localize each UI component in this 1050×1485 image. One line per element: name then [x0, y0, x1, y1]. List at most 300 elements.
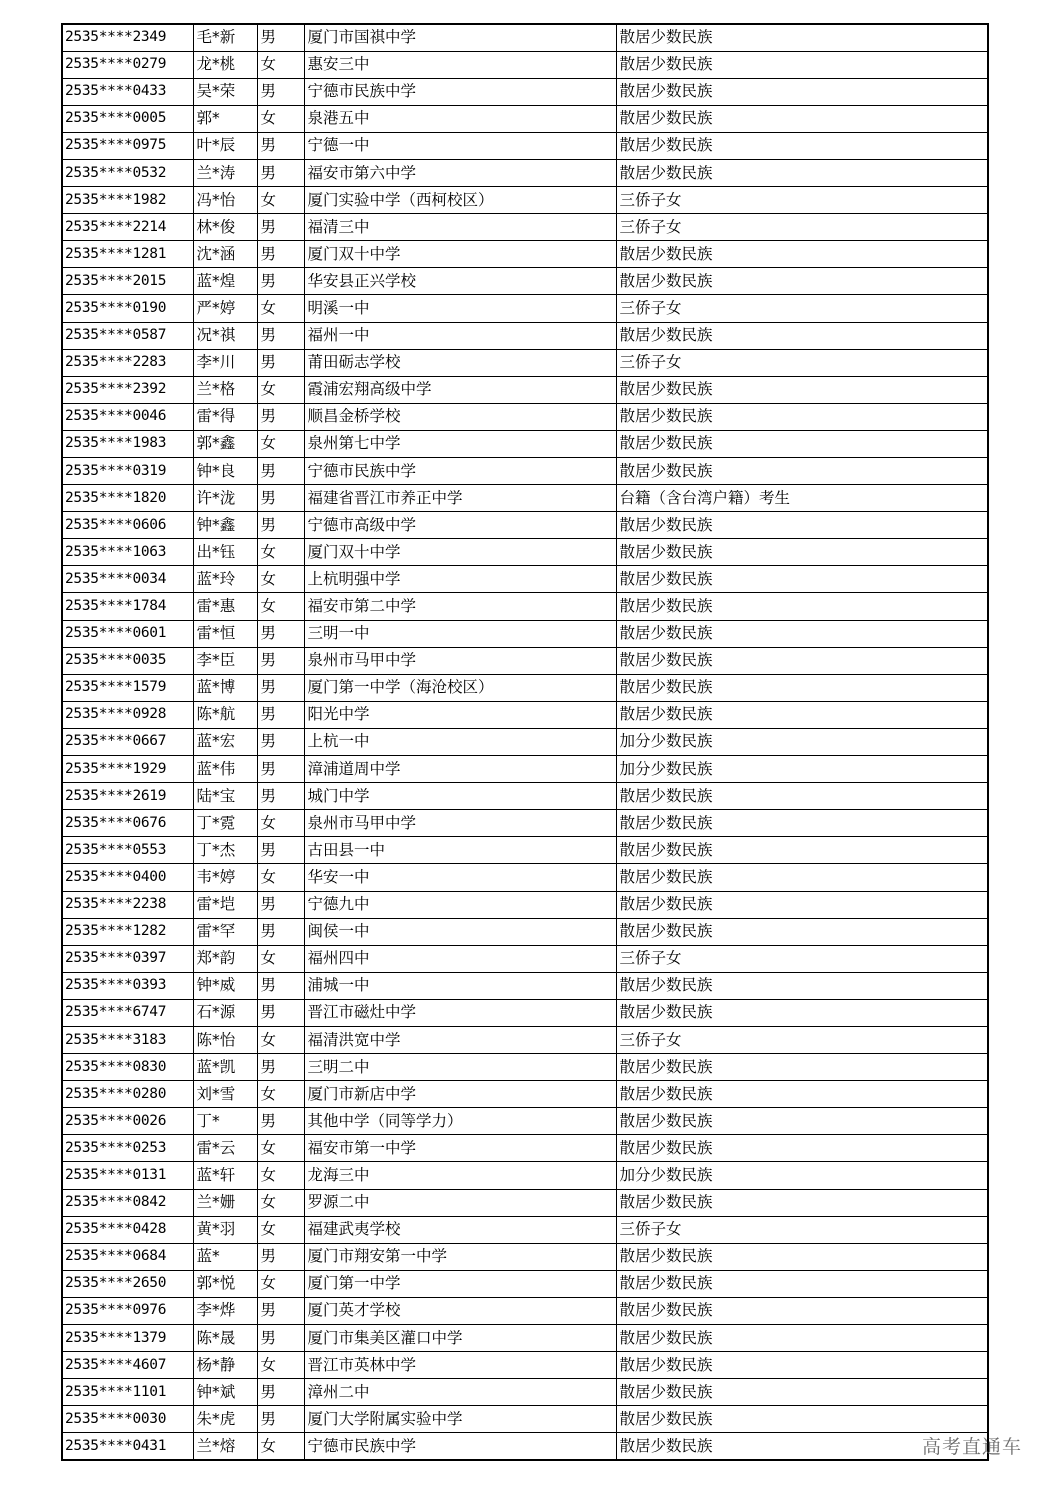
student-table-body [62, 24, 988, 1460]
gender-cell: 男 [257, 78, 304, 105]
candidate-id-cell: 2535****0400 [62, 864, 193, 891]
table-row [62, 756, 988, 783]
name-cell: 李*烨 [193, 1297, 257, 1324]
category-cell: 散居少数民族 [616, 51, 988, 78]
category-cell: 加分少数民族 [616, 756, 988, 783]
candidate-id-cell: 2535****2283 [62, 349, 193, 376]
table-row [62, 376, 988, 403]
candidate-id-cell: 2535****0433 [62, 78, 193, 105]
category-cell: 散居少数民族 [616, 458, 988, 485]
gender-cell: 男 [257, 701, 304, 728]
category-cell: 散居少数民族 [616, 620, 988, 647]
category-cell: 散居少数民族 [616, 24, 988, 51]
school-cell: 厦门市集美区灌口中学 [304, 1325, 616, 1352]
category-cell: 散居少数民族 [616, 1054, 988, 1081]
name-cell: 陆*宝 [193, 783, 257, 810]
table-row [62, 999, 988, 1026]
table-row [62, 1054, 988, 1081]
school-cell: 明溪一中 [304, 295, 616, 322]
category-cell: 散居少数民族 [616, 376, 988, 403]
gender-cell: 男 [257, 783, 304, 810]
table-row [62, 539, 988, 566]
category-cell: 散居少数民族 [616, 1270, 988, 1297]
gender-cell: 女 [257, 1352, 304, 1379]
table-row [62, 1406, 988, 1433]
school-cell: 厦门第一中学 [304, 1270, 616, 1297]
table-row [62, 1081, 988, 1108]
name-cell: 刘*雪 [193, 1081, 257, 1108]
name-cell: 兰*姗 [193, 1189, 257, 1216]
candidate-id-cell: 2535****0279 [62, 51, 193, 78]
school-cell: 上杭一中 [304, 728, 616, 755]
category-cell: 散居少数民族 [616, 783, 988, 810]
category-cell: 散居少数民族 [616, 647, 988, 674]
category-cell: 三侨子女 [616, 187, 988, 214]
student-table [61, 23, 989, 1461]
school-cell: 晋江市磁灶中学 [304, 999, 616, 1026]
gender-cell: 男 [257, 972, 304, 999]
name-cell: 陈*航 [193, 701, 257, 728]
school-cell: 闽侯一中 [304, 918, 616, 945]
gender-cell: 男 [257, 268, 304, 295]
category-cell: 散居少数民族 [616, 132, 988, 159]
candidate-id-cell: 2535****0976 [62, 1297, 193, 1324]
table-row [62, 620, 988, 647]
gender-cell: 女 [257, 566, 304, 593]
school-cell: 福州一中 [304, 322, 616, 349]
candidate-id-cell: 2535****2015 [62, 268, 193, 295]
school-cell: 莆田砺志学校 [304, 349, 616, 376]
name-cell: 钟*鑫 [193, 512, 257, 539]
school-cell: 漳州二中 [304, 1379, 616, 1406]
gender-cell: 男 [257, 349, 304, 376]
candidate-id-cell: 2535****4607 [62, 1352, 193, 1379]
gender-cell: 女 [257, 810, 304, 837]
gender-cell: 男 [257, 132, 304, 159]
candidate-id-cell: 2535****1982 [62, 187, 193, 214]
candidate-id-cell: 2535****0393 [62, 972, 193, 999]
table-row [62, 485, 988, 512]
category-cell: 加分少数民族 [616, 728, 988, 755]
candidate-id-cell: 2535****0606 [62, 512, 193, 539]
name-cell: 黄*羽 [193, 1216, 257, 1243]
school-cell: 宁德市民族中学 [304, 458, 616, 485]
name-cell: 丁*霓 [193, 810, 257, 837]
school-cell: 顺昌金桥学校 [304, 403, 616, 430]
table-row [62, 918, 988, 945]
candidate-id-cell: 2535****0842 [62, 1189, 193, 1216]
category-cell: 散居少数民族 [616, 1297, 988, 1324]
gender-cell: 男 [257, 1325, 304, 1352]
candidate-id-cell: 2535****0005 [62, 105, 193, 132]
table-row [62, 268, 988, 295]
category-cell: 散居少数民族 [616, 1108, 988, 1135]
category-cell: 台籍（含台湾户籍）考生 [616, 485, 988, 512]
name-cell: 丁*杰 [193, 837, 257, 864]
table-row [62, 1108, 988, 1135]
category-cell: 散居少数民族 [616, 1379, 988, 1406]
candidate-id-cell: 2535****0928 [62, 701, 193, 728]
candidate-id-cell: 2535****1379 [62, 1325, 193, 1352]
candidate-id-cell: 2535****0684 [62, 1243, 193, 1270]
table-row [62, 132, 988, 159]
candidate-id-cell: 2535****1101 [62, 1379, 193, 1406]
candidate-id-cell: 2535****0030 [62, 1406, 193, 1433]
candidate-id-cell: 2535****2650 [62, 1270, 193, 1297]
gender-cell: 女 [257, 1216, 304, 1243]
name-cell: 雷*惠 [193, 593, 257, 620]
candidate-id-cell: 2535****1282 [62, 918, 193, 945]
table-row [62, 1379, 988, 1406]
gender-cell: 男 [257, 1379, 304, 1406]
school-cell: 福建武夷学校 [304, 1216, 616, 1243]
category-cell: 散居少数民族 [616, 1406, 988, 1433]
gender-cell: 男 [257, 999, 304, 1026]
candidate-id-cell: 2535****6747 [62, 999, 193, 1026]
table-row [62, 1135, 988, 1162]
gender-cell: 女 [257, 295, 304, 322]
name-cell: 陈*晟 [193, 1325, 257, 1352]
category-cell: 散居少数民族 [616, 1243, 988, 1270]
school-cell: 福安市第一中学 [304, 1135, 616, 1162]
gender-cell: 男 [257, 403, 304, 430]
gender-cell: 男 [257, 674, 304, 701]
category-cell: 三侨子女 [616, 1026, 988, 1053]
school-cell: 厦门英才学校 [304, 1297, 616, 1324]
gender-cell: 男 [257, 918, 304, 945]
name-cell: 雷*得 [193, 403, 257, 430]
gender-cell: 男 [257, 214, 304, 241]
candidate-id-cell: 2535****1820 [62, 485, 193, 512]
candidate-id-cell: 2535****1929 [62, 756, 193, 783]
gender-cell: 女 [257, 376, 304, 403]
gender-cell: 男 [257, 620, 304, 647]
category-cell: 散居少数民族 [616, 891, 988, 918]
candidate-id-cell: 2535****1281 [62, 241, 193, 268]
gender-cell: 女 [257, 187, 304, 214]
gender-cell: 女 [257, 430, 304, 457]
school-cell: 宁德市高级中学 [304, 512, 616, 539]
school-cell: 华安县正兴学校 [304, 268, 616, 295]
name-cell: 出*钰 [193, 539, 257, 566]
table-row [62, 458, 988, 485]
gender-cell: 女 [257, 1081, 304, 1108]
name-cell: 冯*怡 [193, 187, 257, 214]
gender-cell: 男 [257, 891, 304, 918]
category-cell: 散居少数民族 [616, 1433, 988, 1460]
table-row [62, 1325, 988, 1352]
candidate-id-cell: 2535****0553 [62, 837, 193, 864]
candidate-id-cell: 2535****0428 [62, 1216, 193, 1243]
candidate-id-cell: 2535****1784 [62, 593, 193, 620]
table-row [62, 322, 988, 349]
category-cell: 散居少数民族 [616, 972, 988, 999]
category-cell: 三侨子女 [616, 295, 988, 322]
school-cell: 泉州市马甲中学 [304, 647, 616, 674]
name-cell: 蓝*伟 [193, 756, 257, 783]
table-row [62, 566, 988, 593]
category-cell: 三侨子女 [616, 1216, 988, 1243]
name-cell: 朱*虎 [193, 1406, 257, 1433]
name-cell: 陈*怡 [193, 1026, 257, 1053]
name-cell: 石*源 [193, 999, 257, 1026]
school-cell: 宁德市民族中学 [304, 78, 616, 105]
table-row [62, 295, 988, 322]
candidate-id-cell: 2535****0587 [62, 322, 193, 349]
school-cell: 龙海三中 [304, 1162, 616, 1189]
school-cell: 厦门市翔安第一中学 [304, 1243, 616, 1270]
table-row [62, 105, 988, 132]
name-cell: 龙*桃 [193, 51, 257, 78]
gender-cell: 男 [257, 647, 304, 674]
table-row [62, 159, 988, 186]
school-cell: 福清三中 [304, 214, 616, 241]
candidate-id-cell: 2535****0830 [62, 1054, 193, 1081]
school-cell: 福清洪宽中学 [304, 1026, 616, 1053]
category-cell: 散居少数民族 [616, 566, 988, 593]
category-cell: 散居少数民族 [616, 241, 988, 268]
name-cell: 郭* [193, 105, 257, 132]
table-row [62, 430, 988, 457]
name-cell: 李*川 [193, 349, 257, 376]
table-row [62, 783, 988, 810]
name-cell: 钟*斌 [193, 1379, 257, 1406]
candidate-id-cell: 2535****0280 [62, 1081, 193, 1108]
table-row [62, 1352, 988, 1379]
table-row [62, 891, 988, 918]
category-cell: 散居少数民族 [616, 837, 988, 864]
name-cell: 钟*良 [193, 458, 257, 485]
school-cell: 其他中学（同等学力） [304, 1108, 616, 1135]
category-cell: 散居少数民族 [616, 918, 988, 945]
name-cell: 丁* [193, 1108, 257, 1135]
name-cell: 沈*涵 [193, 241, 257, 268]
table-row [62, 1270, 988, 1297]
table-row [62, 214, 988, 241]
category-cell: 三侨子女 [616, 349, 988, 376]
table-row [62, 403, 988, 430]
category-cell: 散居少数民族 [616, 864, 988, 891]
candidate-id-cell: 2535****1983 [62, 430, 193, 457]
name-cell: 蓝*煌 [193, 268, 257, 295]
candidate-id-cell: 2535****0601 [62, 620, 193, 647]
table-row [62, 349, 988, 376]
school-cell: 泉港五中 [304, 105, 616, 132]
category-cell: 散居少数民族 [616, 1189, 988, 1216]
school-cell: 宁德一中 [304, 132, 616, 159]
candidate-id-cell: 2535****3183 [62, 1026, 193, 1053]
table-row [62, 1297, 988, 1324]
gender-cell: 男 [257, 241, 304, 268]
school-cell: 福建省晋江市养正中学 [304, 485, 616, 512]
table-row [62, 864, 988, 891]
candidate-id-cell: 2535****0532 [62, 159, 193, 186]
gender-cell: 女 [257, 1162, 304, 1189]
category-cell: 散居少数民族 [616, 322, 988, 349]
category-cell: 散居少数民族 [616, 999, 988, 1026]
name-cell: 杨*静 [193, 1352, 257, 1379]
category-cell: 加分少数民族 [616, 1162, 988, 1189]
table-row [62, 810, 988, 837]
gender-cell: 女 [257, 1135, 304, 1162]
school-cell: 厦门双十中学 [304, 241, 616, 268]
name-cell: 李*臣 [193, 647, 257, 674]
school-cell: 福安市第二中学 [304, 593, 616, 620]
gender-cell: 女 [257, 51, 304, 78]
table-row [62, 78, 988, 105]
category-cell: 散居少数民族 [616, 403, 988, 430]
category-cell: 散居少数民族 [616, 674, 988, 701]
school-cell: 福州四中 [304, 945, 616, 972]
category-cell: 散居少数民族 [616, 159, 988, 186]
category-cell: 散居少数民族 [616, 105, 988, 132]
name-cell: 许*泷 [193, 485, 257, 512]
school-cell: 惠安三中 [304, 51, 616, 78]
table-row [62, 837, 988, 864]
candidate-id-cell: 2535****0397 [62, 945, 193, 972]
school-cell: 宁德九中 [304, 891, 616, 918]
gender-cell: 女 [257, 1026, 304, 1053]
name-cell: 蓝* [193, 1243, 257, 1270]
gender-cell: 男 [257, 1108, 304, 1135]
candidate-id-cell: 2535****2392 [62, 376, 193, 403]
watermark: 高考直通车 [921, 1436, 1022, 1458]
category-cell: 三侨子女 [616, 214, 988, 241]
school-cell: 阳光中学 [304, 701, 616, 728]
school-cell: 华安一中 [304, 864, 616, 891]
school-cell: 上杭明强中学 [304, 566, 616, 593]
gender-cell: 男 [257, 512, 304, 539]
name-cell: 郑*韵 [193, 945, 257, 972]
school-cell: 泉州第七中学 [304, 430, 616, 457]
name-cell: 郭*鑫 [193, 430, 257, 457]
name-cell: 雷*垲 [193, 891, 257, 918]
name-cell: 蓝*博 [193, 674, 257, 701]
school-cell: 罗源二中 [304, 1189, 616, 1216]
table-row [62, 728, 988, 755]
category-cell: 散居少数民族 [616, 539, 988, 566]
gender-cell: 女 [257, 1270, 304, 1297]
candidate-id-cell: 2535****0035 [62, 647, 193, 674]
name-cell: 严*婷 [193, 295, 257, 322]
candidate-id-cell: 2535****0667 [62, 728, 193, 755]
candidate-id-cell: 2535****2349 [62, 24, 193, 51]
school-cell: 霞浦宏翔高级中学 [304, 376, 616, 403]
name-cell: 林*俊 [193, 214, 257, 241]
gender-cell: 男 [257, 728, 304, 755]
category-cell: 散居少数民族 [616, 701, 988, 728]
category-cell: 散居少数民族 [616, 268, 988, 295]
candidate-id-cell: 2535****0034 [62, 566, 193, 593]
table-row [62, 187, 988, 214]
table-row [62, 24, 988, 51]
table-row [62, 972, 988, 999]
category-cell: 散居少数民族 [616, 1325, 988, 1352]
table-row [62, 674, 988, 701]
candidate-id-cell: 2535****2619 [62, 783, 193, 810]
school-cell: 古田县一中 [304, 837, 616, 864]
gender-cell: 男 [257, 756, 304, 783]
candidate-id-cell: 2535****1579 [62, 674, 193, 701]
gender-cell: 女 [257, 593, 304, 620]
school-cell: 晋江市英林中学 [304, 1352, 616, 1379]
table-row [62, 1162, 988, 1189]
table-row [62, 1243, 988, 1270]
table-row [62, 241, 988, 268]
table-row [62, 512, 988, 539]
school-cell: 三明二中 [304, 1054, 616, 1081]
gender-cell: 女 [257, 539, 304, 566]
school-cell: 泉州市马甲中学 [304, 810, 616, 837]
school-cell: 漳浦道周中学 [304, 756, 616, 783]
candidate-id-cell: 2535****0975 [62, 132, 193, 159]
table-row [62, 1189, 988, 1216]
candidate-id-cell: 2535****0431 [62, 1433, 193, 1460]
table-row [62, 647, 988, 674]
school-cell: 宁德市民族中学 [304, 1433, 616, 1460]
gender-cell: 女 [257, 864, 304, 891]
school-cell: 厦门市新店中学 [304, 1081, 616, 1108]
school-cell: 城门中学 [304, 783, 616, 810]
category-cell: 三侨子女 [616, 945, 988, 972]
category-cell: 散居少数民族 [616, 1081, 988, 1108]
school-cell: 厦门市国祺中学 [304, 24, 616, 51]
gender-cell: 男 [257, 458, 304, 485]
name-cell: 雷*恒 [193, 620, 257, 647]
name-cell: 雷*罕 [193, 918, 257, 945]
name-cell: 兰*格 [193, 376, 257, 403]
table-row [62, 1433, 988, 1460]
gender-cell: 女 [257, 1189, 304, 1216]
candidate-id-cell: 2535****0131 [62, 1162, 193, 1189]
candidate-id-cell: 2535****0190 [62, 295, 193, 322]
school-cell: 三明一中 [304, 620, 616, 647]
gender-cell: 男 [257, 837, 304, 864]
gender-cell: 男 [257, 1054, 304, 1081]
candidate-id-cell: 2535****2238 [62, 891, 193, 918]
candidate-id-cell: 2535****0319 [62, 458, 193, 485]
gender-cell: 男 [257, 1243, 304, 1270]
gender-cell: 女 [257, 105, 304, 132]
name-cell: 郭*悦 [193, 1270, 257, 1297]
category-cell: 散居少数民族 [616, 1352, 988, 1379]
candidate-id-cell: 2535****0046 [62, 403, 193, 430]
name-cell: 吴*荣 [193, 78, 257, 105]
name-cell: 雷*云 [193, 1135, 257, 1162]
name-cell: 蓝*玲 [193, 566, 257, 593]
candidate-id-cell: 2535****2214 [62, 214, 193, 241]
gender-cell: 男 [257, 159, 304, 186]
table-row [62, 593, 988, 620]
school-cell: 厦门实验中学（西柯校区） [304, 187, 616, 214]
table-row [62, 51, 988, 78]
category-cell: 散居少数民族 [616, 430, 988, 457]
gender-cell: 女 [257, 945, 304, 972]
category-cell: 散居少数民族 [616, 1135, 988, 1162]
category-cell: 散居少数民族 [616, 810, 988, 837]
category-cell: 散居少数民族 [616, 78, 988, 105]
category-cell: 散居少数民族 [616, 593, 988, 620]
school-cell: 厦门第一中学（海沧校区） [304, 674, 616, 701]
name-cell: 蓝*凯 [193, 1054, 257, 1081]
category-cell: 散居少数民族 [616, 512, 988, 539]
table-row [62, 701, 988, 728]
table-row [62, 1216, 988, 1243]
name-cell: 韦*婷 [193, 864, 257, 891]
school-cell: 厦门双十中学 [304, 539, 616, 566]
name-cell: 蓝*宏 [193, 728, 257, 755]
candidate-id-cell: 2535****0026 [62, 1108, 193, 1135]
